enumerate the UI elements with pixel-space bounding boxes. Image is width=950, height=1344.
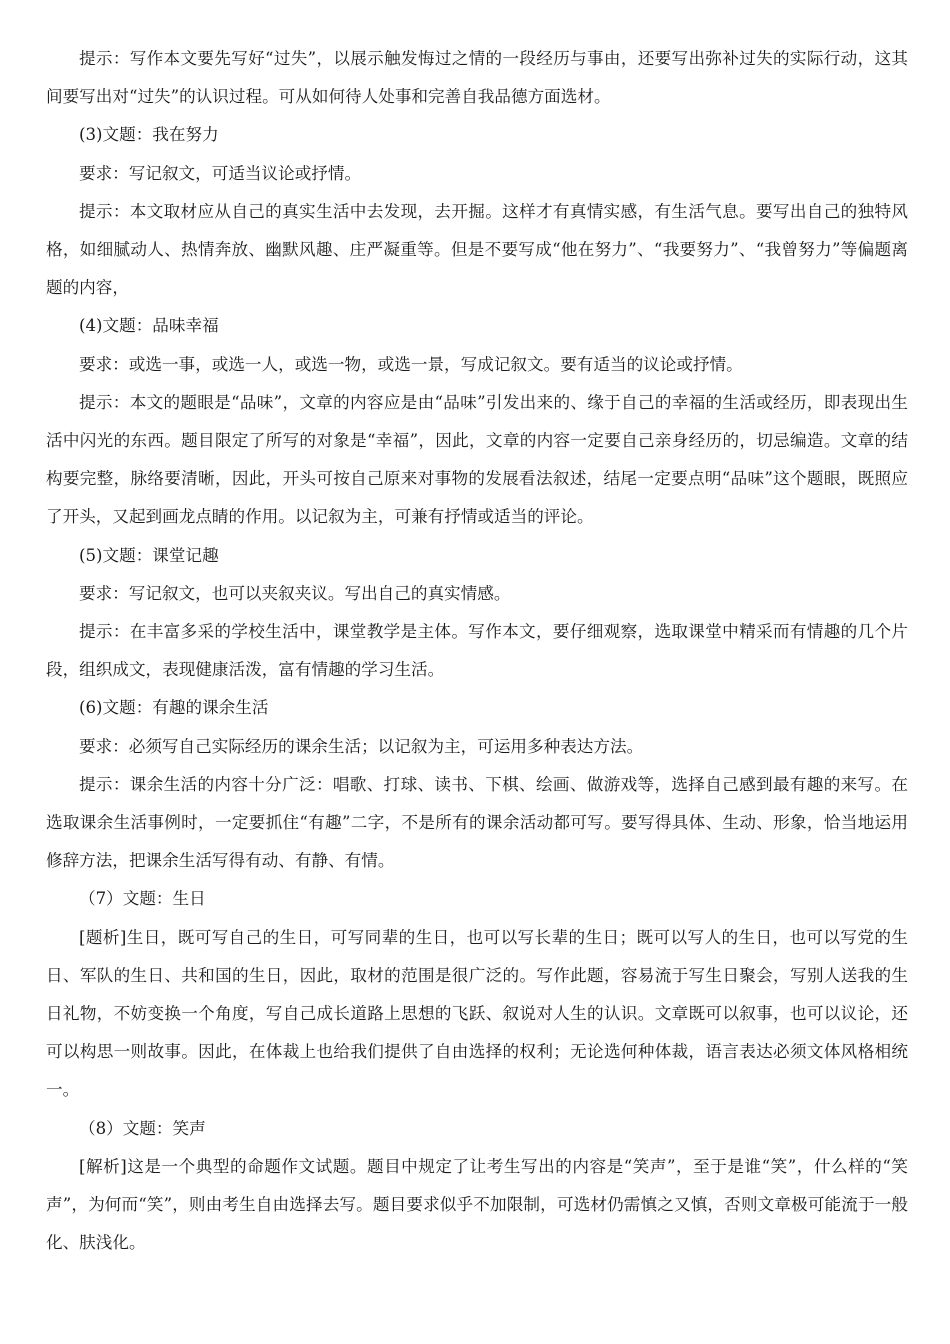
hint-paragraph: 提示：写作本文要先写好“过失”，以展示触发悔过之情的一段经历与事由，还要写出弥补过失的实际行动，这其间要写出对“过失”的认识过程。可从如何待人处事和完善自我品德方面选材。 <box>46 49 908 107</box>
analysis-paragraph: [解析]这是一个典型的命题作文试题。题目中规定了让考生写出的内容是“笑声”，至于是谁“笑”，什么样的“笑声”，为何而“笑”，则由考生自由选择去写。题目要求似乎不加限制，可选材仍需慎之又慎，否则文章极可能流于一般化、肤浅化。 <box>46 1156 908 1253</box>
hint-paragraph: 提示：本文的题眼是“品味”，文章的内容应是由“品味”引发出来的、缘于自己的幸福的生活或经历，即表现出生活中闪光的东西。题目限定了所写的对象是“幸福”，因此，文章的内容一定要自己亲身经历的，切忌编造。文章的结构要完整，脉络要清晰，因此，开头可按自己原来对事物的发展看法叙述，结尾一定要点明“品味”这个题眼，既照应了开头，又起到画龙点睛的作用。以记叙为主，可兼有抒情或适当的评论。 <box>46 392 908 527</box>
essay-title-5: (5)文题：课堂记趣 <box>79 545 219 565</box>
requirement-paragraph: 要求：写记叙文，也可以夹叙夹议。写出自己的真实情感。 <box>79 583 511 603</box>
hint-paragraph: 提示：本文取材应从自己的真实生活中去发现，去开掘。这样才有真情实感，有生活气息。要写出自己的独特风格，如细腻动人、热情奔放、幽默风趣、庄严凝重等。但是不要写成“他在努力”、“我要努力”、“我曾努力”等偏题离题的内容， <box>46 201 908 298</box>
requirement-paragraph: 要求：写记叙文，可适当议论或抒情。 <box>79 163 362 183</box>
essay-title-8: （8）文题：笑声 <box>79 1118 206 1138</box>
essay-title-7: （7）文题：生日 <box>79 889 206 909</box>
requirement-paragraph: 要求：或选一事，或选一人，或选一物，或选一景，写成记叙文。要有适当的议论或抒情。 <box>79 354 743 374</box>
essay-title-4: (4)文题：品味幸福 <box>79 316 219 336</box>
requirement-paragraph: 要求：必须写自己实际经历的课余生活；以记叙为主，可运用多种表达方法。 <box>79 736 644 756</box>
essay-title-6: (6)文题：有趣的课余生活 <box>79 698 269 718</box>
hint-paragraph: 提示：课余生活的内容十分广泛：唱歌、打球、读书、下棋、绘画、做游戏等，选择自己感到最有趣的来写。在选取课余生活事例时，一定要抓住“有趣”二字，不是所有的课余活动都可写。要写得具体、生动、形象，恰当地运用修辞方法，把课余生活写得有动、有静、有情。 <box>46 774 908 871</box>
document-page <box>46 40 908 1263</box>
essay-title-3: (3)文题：我在努力 <box>79 125 219 145</box>
hint-paragraph: 提示：在丰富多采的学校生活中，课堂教学是主体。写作本文，要仔细观察，选取课堂中精采而有情趣的几个片段，组织成文，表现健康活泼，富有情趣的学习生活。 <box>46 622 908 680</box>
analysis-paragraph: [题析]生日，既可写自己的生日，可写同辈的生日，也可以写长辈的生日；既可以写人的生日，也可以写党的生日、军队的生日、共和国的生日，因此，取材的范围是很广泛的。写作此题，容易流于写生日聚会，写别人送我的生日礼物，不妨变换一个角度，写自己成长道路上思想的飞跃、叙说对人生的认识。文章既可以叙事，也可以议论，还可以构思一则故事。因此，在体裁上也给我们提供了自由选择的权利；无论选何种体裁，语言表达必须文体风格相统一。 <box>46 927 908 1100</box>
